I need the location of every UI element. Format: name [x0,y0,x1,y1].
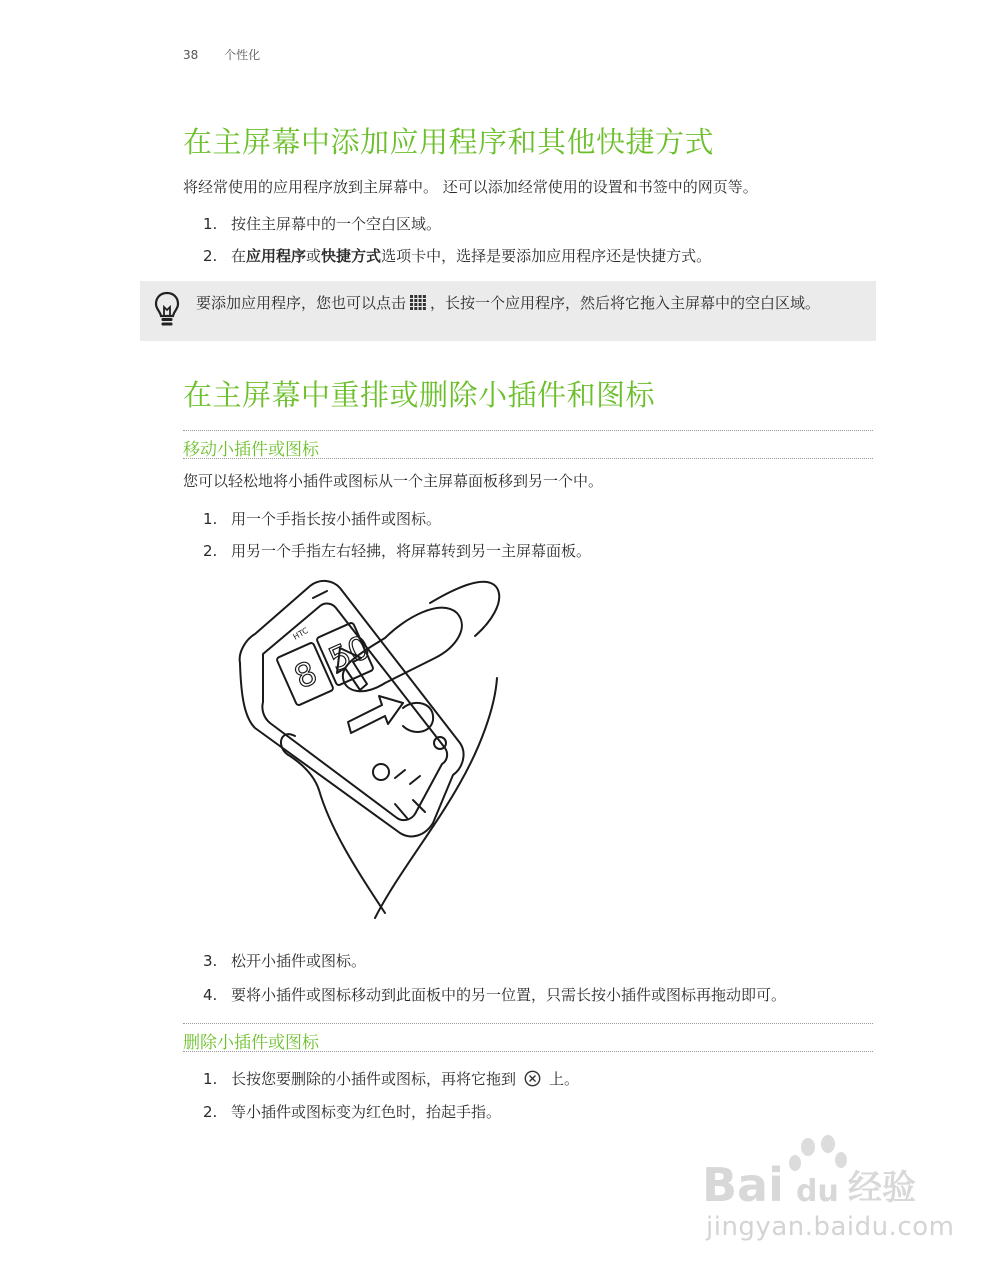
move-intro: 您可以轻松地将小插件或图标从一个主屏幕面板移到另一个中。 [183,472,604,490]
step-text: 松开小插件或图标。 [231,952,367,970]
move-step-3 [203,950,366,971]
divider [183,430,873,431]
phone-brand: HTC [291,625,310,642]
divider [183,1023,873,1024]
step-number: 4. [203,986,218,1004]
section1-title: 在主屏幕中添加应用程序和其他快捷方式 [183,125,715,159]
tip-text-pre: 要添加应用程序，您也可以点击 [196,294,407,312]
step-text: 用一个手指长按小插件或图标。 [231,510,442,528]
tab-label-apps: 应用程序 [246,247,307,265]
step-text-post: 上。 [549,1070,580,1088]
remove-step-1 [203,1068,579,1089]
divider [183,1051,873,1052]
section1-step-2 [203,245,711,266]
move-step-1 [203,508,441,529]
step-text: 用另一个手指左右轻拂，将屏幕转到另一主屏幕面板。 [231,542,592,560]
tip-text-post: ，长按一个应用程序，然后将它拖入主屏幕中的空白区域。 [430,294,821,312]
watermark-url: jingyan.baidu.com [706,1212,955,1242]
step-text-mid: 或 [306,247,322,265]
page-header [183,46,260,63]
paw-logo-icon [789,1135,847,1171]
tip-box [140,281,876,341]
section1-step-1 [203,213,441,234]
section2-title: 在主屏幕中重排或删除小插件和图标 [183,378,656,412]
move-step-2 [203,540,591,561]
step-number: 3. [203,952,218,970]
watermark-brand-cn: 经验 [848,1168,916,1208]
clock-hour: 8 [288,653,323,697]
lightbulb-icon [154,291,180,329]
move-step-4 [203,984,786,1005]
step-text-pre: 在 [231,247,247,265]
phone-swipe-illustration [235,578,535,923]
step-number: 1. [203,1070,218,1088]
apps-grid-icon [410,295,426,310]
step-number: 2. [203,542,218,560]
section1-intro: 将经常使用的应用程序放到主屏幕中。 还可以添加经常使用的设置和书签中的网页等。 [183,178,758,196]
baidu-jingyan-watermark [700,1135,940,1210]
step-text: 按住主屏幕中的一个空白区域。 [231,215,442,233]
watermark-brand: Bai [702,1158,784,1210]
step-text-post: 选项卡中，选择是要添加应用程序还是快捷方式。 [381,247,712,265]
step-number: 1. [203,215,218,233]
move-subsection-title: 移动小插件或图标 [183,440,319,460]
remove-subsection-title: 删除小插件或图标 [183,1033,319,1053]
step-text: 要将小插件或图标移动到此面板中的另一位置，只需长按小插件或图标再拖动即可。 [231,986,787,1004]
divider [183,458,873,459]
step-text-pre: 长按您要删除的小插件或图标，再将它拖到 [231,1070,517,1088]
section-name: 个性化 [224,48,261,62]
step-number: 1. [203,510,218,528]
clock-minute: 50 [323,627,376,679]
tab-label-shortcuts: 快捷方式 [321,247,382,265]
tip-text [196,291,856,315]
step-number: 2. [203,247,218,265]
remove-step-2 [203,1101,501,1122]
watermark-brand-2: du [796,1174,839,1209]
page-number: 38 [183,48,199,62]
step-number: 2. [203,1103,218,1121]
step-text: 等小插件或图标变为红色时，抬起手指。 [231,1103,502,1121]
remove-x-icon [524,1070,541,1087]
